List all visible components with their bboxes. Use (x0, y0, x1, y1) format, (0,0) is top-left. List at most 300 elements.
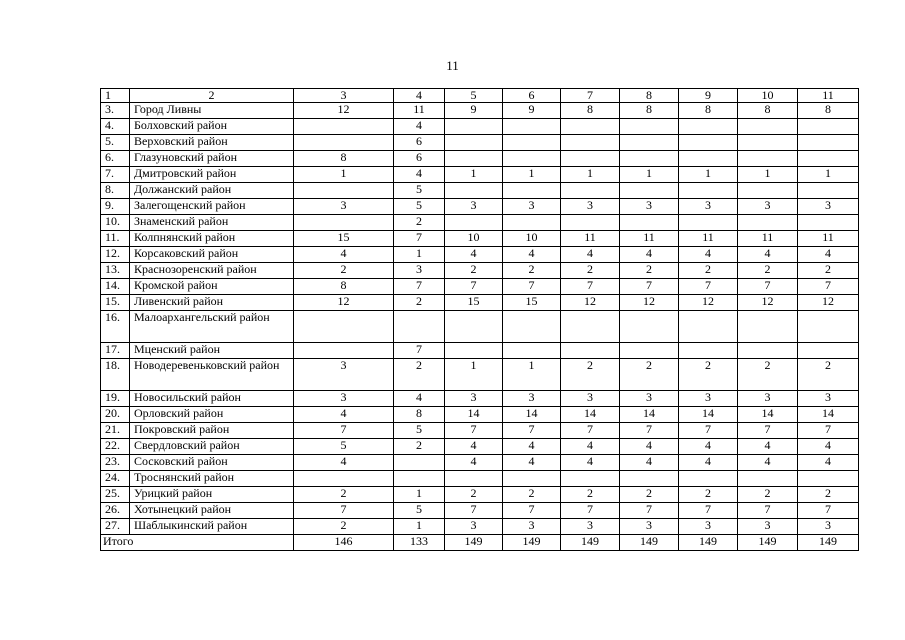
value-cell: 4 (561, 455, 620, 471)
value-cell: 2 (620, 359, 679, 391)
value-cell: 1 (561, 167, 620, 183)
value-cell: 14 (503, 407, 561, 423)
value-cell (679, 183, 738, 199)
value-cell (798, 119, 859, 135)
total-label-cell: Итого (101, 535, 294, 551)
table-row (101, 263, 859, 279)
value-cell: 1 (503, 359, 561, 391)
total-value-cell: 149 (738, 535, 798, 551)
value-cell: 7 (798, 423, 859, 439)
district-name-cell: Свердловский район (130, 439, 294, 455)
district-name-cell: Кромской район (130, 279, 294, 295)
value-cell: 7 (394, 343, 445, 359)
value-cell: 4 (394, 391, 445, 407)
total-row (101, 535, 859, 551)
value-cell: 8 (738, 103, 798, 119)
row-number-cell: 23. (101, 455, 130, 471)
table-row (101, 215, 859, 231)
value-cell: 3 (294, 359, 394, 391)
value-cell (620, 311, 679, 343)
value-cell (679, 215, 738, 231)
district-name-cell: Сосковский район (130, 455, 294, 471)
district-name-cell: Малоархангельский район (130, 311, 294, 343)
value-cell: 4 (738, 247, 798, 263)
header-cell: 3 (294, 89, 394, 103)
value-cell: 11 (620, 231, 679, 247)
table-row (101, 487, 859, 503)
value-cell (738, 471, 798, 487)
value-cell: 12 (294, 103, 394, 119)
value-cell: 3 (294, 199, 394, 215)
value-cell: 3 (798, 391, 859, 407)
value-cell: 7 (620, 503, 679, 519)
value-cell: 7 (503, 503, 561, 519)
value-cell: 1 (503, 167, 561, 183)
total-value-cell: 149 (679, 535, 738, 551)
total-value-cell: 149 (620, 535, 679, 551)
value-cell (679, 135, 738, 151)
value-cell: 5 (394, 183, 445, 199)
value-cell: 2 (294, 487, 394, 503)
district-name-cell: Урицкий район (130, 487, 294, 503)
value-cell (798, 215, 859, 231)
value-cell: 2 (394, 295, 445, 311)
value-cell: 7 (679, 423, 738, 439)
value-cell: 2 (445, 263, 503, 279)
table-row (101, 311, 859, 343)
value-cell: 4 (445, 247, 503, 263)
value-cell: 2 (620, 263, 679, 279)
value-cell: 1 (445, 167, 503, 183)
value-cell: 2 (679, 359, 738, 391)
value-cell: 4 (294, 455, 394, 471)
header-cell: 1 (101, 89, 130, 103)
value-cell: 2 (394, 359, 445, 391)
value-cell: 2 (679, 487, 738, 503)
value-cell (679, 151, 738, 167)
value-cell (294, 471, 394, 487)
value-cell: 8 (294, 279, 394, 295)
value-cell (503, 183, 561, 199)
value-cell: 4 (738, 439, 798, 455)
value-cell: 3 (503, 199, 561, 215)
district-name-cell: Краснозоренский район (130, 263, 294, 279)
table-row (101, 471, 859, 487)
value-cell (445, 215, 503, 231)
value-cell: 3 (445, 199, 503, 215)
value-cell (503, 135, 561, 151)
value-cell: 3 (620, 199, 679, 215)
value-cell: 7 (738, 423, 798, 439)
district-name-cell: Корсаковский район (130, 247, 294, 263)
value-cell: 4 (620, 247, 679, 263)
table-row (101, 183, 859, 199)
district-name-cell: Орловский район (130, 407, 294, 423)
value-cell (561, 311, 620, 343)
value-cell: 3 (503, 391, 561, 407)
value-cell: 7 (394, 279, 445, 295)
total-value-cell: 149 (503, 535, 561, 551)
value-cell: 7 (445, 423, 503, 439)
value-cell (620, 119, 679, 135)
value-cell: 1 (620, 167, 679, 183)
value-cell: 2 (620, 487, 679, 503)
value-cell: 3 (738, 519, 798, 535)
row-number-cell: 10. (101, 215, 130, 231)
value-cell: 7 (798, 279, 859, 295)
value-cell (294, 343, 394, 359)
row-number-cell: 17. (101, 343, 130, 359)
header-cell: 7 (561, 89, 620, 103)
value-cell (394, 455, 445, 471)
district-name-cell: Дмитровский район (130, 167, 294, 183)
row-number-cell: 4. (101, 119, 130, 135)
value-cell: 12 (738, 295, 798, 311)
value-cell: 8 (561, 103, 620, 119)
table-row (101, 103, 859, 119)
value-cell: 2 (738, 263, 798, 279)
header-cell: 6 (503, 89, 561, 103)
row-number-cell: 5. (101, 135, 130, 151)
value-cell (798, 311, 859, 343)
value-cell: 2 (503, 487, 561, 503)
value-cell: 2 (561, 263, 620, 279)
header-cell: 11 (798, 89, 859, 103)
table-row (101, 231, 859, 247)
value-cell: 2 (503, 263, 561, 279)
allocation-table (100, 88, 859, 551)
value-cell: 3 (561, 519, 620, 535)
value-cell: 7 (561, 503, 620, 519)
value-cell (798, 183, 859, 199)
table-row (101, 423, 859, 439)
value-cell: 3 (679, 519, 738, 535)
value-cell: 4 (294, 247, 394, 263)
value-cell: 11 (394, 103, 445, 119)
value-cell (294, 119, 394, 135)
value-cell: 3 (561, 391, 620, 407)
row-number-cell: 16. (101, 311, 130, 343)
value-cell: 1 (394, 247, 445, 263)
value-cell (503, 119, 561, 135)
value-cell: 4 (561, 439, 620, 455)
total-value-cell: 149 (445, 535, 503, 551)
value-cell (738, 311, 798, 343)
value-cell (561, 215, 620, 231)
value-cell (798, 343, 859, 359)
value-cell: 15 (294, 231, 394, 247)
table-row (101, 343, 859, 359)
value-cell (561, 471, 620, 487)
district-name-cell: Хотынецкий район (130, 503, 294, 519)
value-cell: 4 (679, 455, 738, 471)
value-cell (738, 343, 798, 359)
value-cell: 2 (394, 215, 445, 231)
value-cell: 9 (445, 103, 503, 119)
value-cell (394, 471, 445, 487)
district-name-cell: Город Ливны (130, 103, 294, 119)
value-cell: 2 (798, 359, 859, 391)
value-cell (798, 151, 859, 167)
value-cell: 4 (445, 455, 503, 471)
row-number-cell: 6. (101, 151, 130, 167)
value-cell: 6 (394, 135, 445, 151)
value-cell: 7 (679, 279, 738, 295)
table-row (101, 119, 859, 135)
value-cell: 7 (503, 423, 561, 439)
value-cell: 2 (394, 439, 445, 455)
value-cell (445, 135, 503, 151)
value-cell (394, 311, 445, 343)
value-cell (503, 471, 561, 487)
value-cell: 4 (798, 439, 859, 455)
value-cell: 2 (679, 263, 738, 279)
value-cell: 12 (561, 295, 620, 311)
table-row (101, 151, 859, 167)
value-cell: 1 (445, 359, 503, 391)
value-cell (620, 151, 679, 167)
district-name-cell: Новосильский район (130, 391, 294, 407)
table-row (101, 407, 859, 423)
value-cell (620, 183, 679, 199)
district-name-cell: Болховский район (130, 119, 294, 135)
district-name-cell: Знаменский район (130, 215, 294, 231)
row-number-cell: 14. (101, 279, 130, 295)
district-name-cell: Мценский район (130, 343, 294, 359)
value-cell: 2 (561, 359, 620, 391)
district-name-cell: Новодеревеньковский район (130, 359, 294, 391)
table-row (101, 247, 859, 263)
header-cell: 2 (130, 89, 294, 103)
value-cell: 7 (294, 503, 394, 519)
table-row (101, 503, 859, 519)
value-cell: 8 (620, 103, 679, 119)
value-cell: 3 (679, 199, 738, 215)
value-cell: 4 (620, 455, 679, 471)
value-cell (294, 311, 394, 343)
row-number-cell: 12. (101, 247, 130, 263)
value-cell: 11 (561, 231, 620, 247)
row-number-cell: 8. (101, 183, 130, 199)
row-number-cell: 7. (101, 167, 130, 183)
value-cell: 3 (445, 519, 503, 535)
table-row (101, 391, 859, 407)
district-name-cell: Троснянский район (130, 471, 294, 487)
value-cell: 14 (798, 407, 859, 423)
value-cell (445, 343, 503, 359)
value-cell: 3 (620, 519, 679, 535)
row-number-cell: 9. (101, 199, 130, 215)
value-cell: 4 (503, 455, 561, 471)
district-name-cell: Залегощенский район (130, 199, 294, 215)
value-cell: 1 (394, 519, 445, 535)
value-cell: 2 (294, 519, 394, 535)
value-cell: 12 (679, 295, 738, 311)
value-cell: 4 (679, 439, 738, 455)
header-cell: 5 (445, 89, 503, 103)
value-cell (294, 183, 394, 199)
value-cell: 4 (798, 455, 859, 471)
district-name-cell: Глазуновский район (130, 151, 294, 167)
row-number-cell: 24. (101, 471, 130, 487)
value-cell: 5 (394, 199, 445, 215)
value-cell: 4 (561, 247, 620, 263)
row-number-cell: 27. (101, 519, 130, 535)
value-cell: 7 (738, 279, 798, 295)
value-cell: 4 (503, 439, 561, 455)
district-name-cell: Колпнянский район (130, 231, 294, 247)
row-number-cell: 21. (101, 423, 130, 439)
value-cell: 2 (445, 487, 503, 503)
row-number-cell: 26. (101, 503, 130, 519)
value-cell: 14 (445, 407, 503, 423)
row-number-cell: 20. (101, 407, 130, 423)
table-row (101, 199, 859, 215)
row-number-cell: 25. (101, 487, 130, 503)
value-cell: 7 (798, 503, 859, 519)
value-cell: 3 (679, 391, 738, 407)
value-cell (445, 471, 503, 487)
value-cell: 2 (561, 487, 620, 503)
value-cell: 7 (445, 279, 503, 295)
value-cell (294, 215, 394, 231)
value-cell: 4 (503, 247, 561, 263)
value-cell: 3 (620, 391, 679, 407)
value-cell: 3 (394, 263, 445, 279)
value-cell: 5 (394, 503, 445, 519)
total-value-cell: 133 (394, 535, 445, 551)
table-body (101, 89, 859, 551)
value-cell: 3 (798, 519, 859, 535)
value-cell: 1 (294, 167, 394, 183)
value-cell (503, 343, 561, 359)
value-cell (620, 215, 679, 231)
value-cell: 14 (620, 407, 679, 423)
value-cell: 4 (679, 247, 738, 263)
value-cell: 9 (503, 103, 561, 119)
value-cell: 5 (294, 439, 394, 455)
value-cell (738, 183, 798, 199)
value-cell (679, 119, 738, 135)
value-cell: 4 (394, 167, 445, 183)
row-number-cell: 13. (101, 263, 130, 279)
value-cell: 2 (738, 359, 798, 391)
value-cell: 12 (798, 295, 859, 311)
value-cell: 3 (798, 199, 859, 215)
value-cell (561, 119, 620, 135)
value-cell: 15 (445, 295, 503, 311)
value-cell: 7 (620, 423, 679, 439)
value-cell: 6 (394, 151, 445, 167)
value-cell (445, 151, 503, 167)
value-cell: 11 (679, 231, 738, 247)
row-number-cell: 11. (101, 231, 130, 247)
value-cell: 7 (294, 423, 394, 439)
value-cell: 2 (798, 487, 859, 503)
table-row (101, 455, 859, 471)
row-number-cell: 19. (101, 391, 130, 407)
value-cell (679, 343, 738, 359)
table-row (101, 359, 859, 391)
value-cell: 7 (620, 279, 679, 295)
district-name-cell: Ливенский район (130, 295, 294, 311)
value-cell: 7 (503, 279, 561, 295)
value-cell: 7 (561, 279, 620, 295)
value-cell: 4 (738, 455, 798, 471)
value-cell (503, 215, 561, 231)
value-cell (738, 151, 798, 167)
value-cell: 15 (503, 295, 561, 311)
page-number: 11 (446, 58, 459, 73)
value-cell (294, 135, 394, 151)
table-row (101, 279, 859, 295)
value-cell: 14 (738, 407, 798, 423)
district-name-cell: Покровский район (130, 423, 294, 439)
total-value-cell: 146 (294, 535, 394, 551)
value-cell: 11 (798, 231, 859, 247)
value-cell: 1 (394, 487, 445, 503)
value-cell: 8 (294, 151, 394, 167)
value-cell (561, 343, 620, 359)
value-cell: 3 (445, 391, 503, 407)
value-cell: 3 (294, 391, 394, 407)
value-cell: 14 (679, 407, 738, 423)
total-value-cell: 149 (798, 535, 859, 551)
header-cell: 4 (394, 89, 445, 103)
value-cell: 7 (738, 503, 798, 519)
value-cell: 2 (738, 487, 798, 503)
value-cell: 4 (445, 439, 503, 455)
table-row (101, 295, 859, 311)
value-cell (738, 119, 798, 135)
value-cell: 4 (294, 407, 394, 423)
value-cell: 2 (798, 263, 859, 279)
value-cell: 11 (738, 231, 798, 247)
value-cell: 7 (394, 231, 445, 247)
row-number-cell: 3. (101, 103, 130, 119)
district-name-cell: Шаблыкинский район (130, 519, 294, 535)
value-cell: 8 (679, 103, 738, 119)
value-cell (798, 135, 859, 151)
value-cell (561, 183, 620, 199)
table-row (101, 135, 859, 151)
value-cell (620, 471, 679, 487)
value-cell (679, 311, 738, 343)
row-number-cell: 22. (101, 439, 130, 455)
header-cell: 10 (738, 89, 798, 103)
row-number-cell: 18. (101, 359, 130, 391)
district-name-cell: Должанский район (130, 183, 294, 199)
table-row (101, 439, 859, 455)
value-cell: 4 (620, 439, 679, 455)
value-cell: 7 (561, 423, 620, 439)
value-cell: 8 (798, 103, 859, 119)
value-cell (445, 183, 503, 199)
value-cell: 12 (620, 295, 679, 311)
row-number-cell: 15. (101, 295, 130, 311)
header-cell: 9 (679, 89, 738, 103)
table-row (101, 519, 859, 535)
table-header-row (101, 89, 859, 103)
value-cell (445, 119, 503, 135)
header-cell: 8 (620, 89, 679, 103)
value-cell: 7 (679, 503, 738, 519)
value-cell: 8 (394, 407, 445, 423)
value-cell: 10 (503, 231, 561, 247)
value-cell: 1 (738, 167, 798, 183)
value-cell (503, 311, 561, 343)
value-cell (561, 135, 620, 151)
